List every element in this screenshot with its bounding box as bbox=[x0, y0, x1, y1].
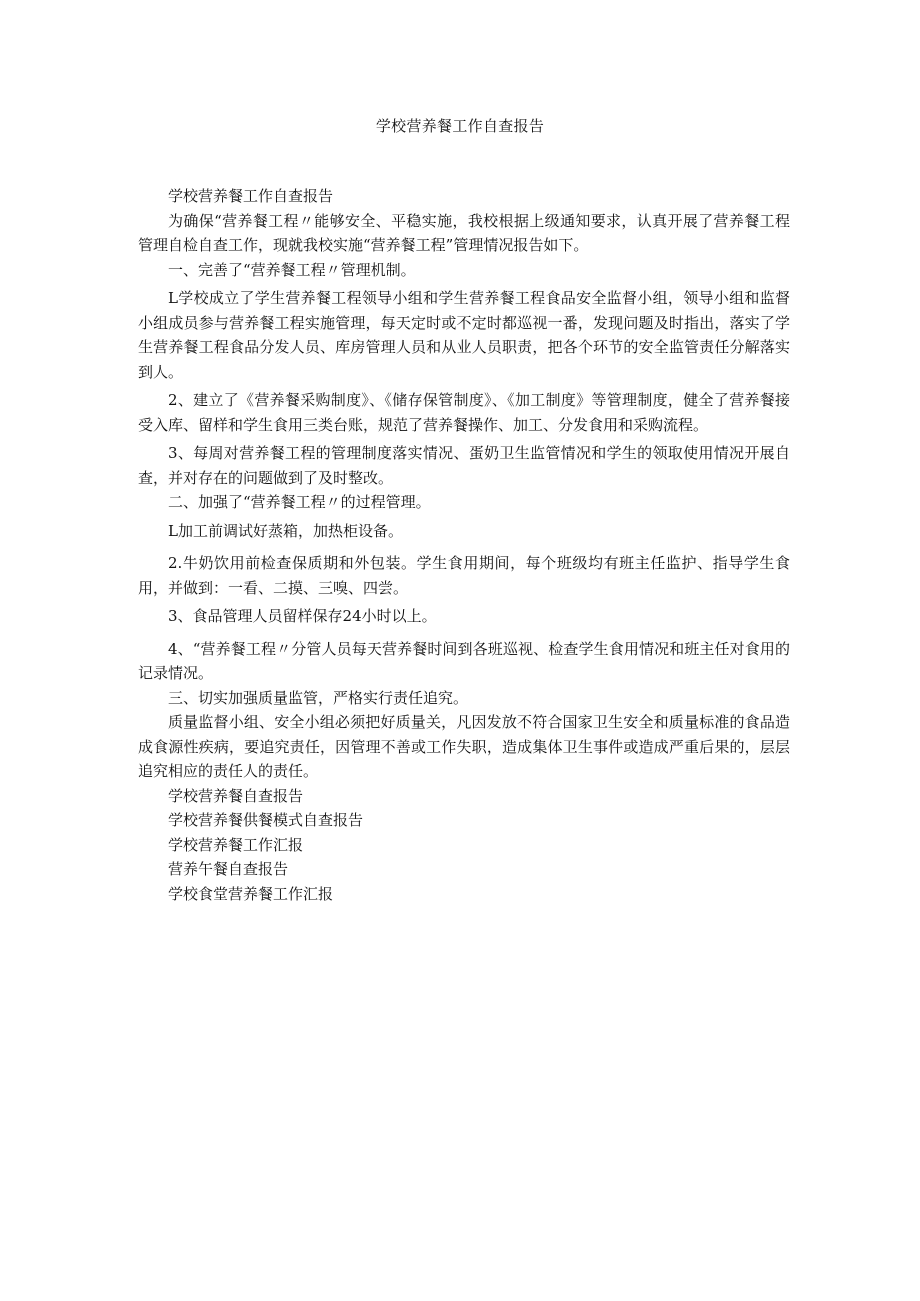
related-item[interactable]: 学校营养餐供餐模式自查报告 bbox=[168, 811, 364, 829]
section-2-item-2: 2.牛奶饮用前检查保质期和外包装。学生食用期间，每个班级均有班主任监护、指导学生食用，并做到：一看、二摸、三嗅、四尝。 bbox=[138, 554, 790, 597]
related-list bbox=[138, 784, 790, 907]
section-heading-2: 二、加强了“营养餐工程〃的过程管理。 bbox=[168, 493, 431, 511]
section-1-item-2: 2、建立了《营养餐采购制度》、《储存保管制度》、《加工制度》等管理制度，健全了营养餐接受入库、留样和学生食用三类台账，规范了营养餐操作、加工、分发食用和采购流程。 bbox=[138, 391, 790, 434]
body-heading: 学校营养餐工作自查报告 bbox=[168, 187, 334, 205]
related-item[interactable]: 营养午餐自查报告 bbox=[168, 860, 289, 878]
section-2-item-4: 4、“营养餐工程〃分管人员每天营养餐时间到各班巡视、检查学生食用情况和班主任对食用的记录情况。 bbox=[138, 639, 790, 682]
section-3-paragraph: 质量监督小组、安全小组必须把好质量关，凡因发放不符合国家卫生安全和质量标准的食品造成食源性疾病，要追究责任，因管理不善或工作失职，造成集体卫生事件或造成严重后果的，层层追究相应的责任人的责任。 bbox=[138, 713, 790, 780]
related-item[interactable]: 学校营养餐工作汇报 bbox=[168, 835, 304, 854]
document-body bbox=[138, 184, 790, 906]
section-1-item-1: L学校成立了学生营养餐工程领导小组和学生营养餐工程食品安全监督小组，领导小组和监督小组成员参与营养餐工程实施管理，每天定时或不定时都巡视一番，发现问题及时指出，落实了学生营养餐工程食品分发人员、库房管理人员和从业人员职责，把各个环节的安全监管责任分解落实到人。 bbox=[138, 289, 790, 381]
section-heading-3: 三、切实加强质量监管，严格实行责任追究。 bbox=[168, 688, 469, 707]
related-item[interactable]: 学校营养餐自查报告 bbox=[168, 786, 304, 805]
intro-paragraph: 为确保“营养餐工程〃能够安全、平稳实施，我校根据上级通知要求，认真开展了营养餐工程管理自检自查工作，现就我校实施“营养餐工程”管理情况报告如下。 bbox=[138, 211, 790, 254]
document-title: 学校营养餐工作自查报告 bbox=[375, 117, 545, 135]
section-2-item-3: 3、食品管理人员留样保存24小时以上。 bbox=[168, 607, 437, 625]
related-item[interactable]: 学校食堂营养餐工作汇报 bbox=[168, 884, 334, 903]
section-1-item-3: 3、每周对营养餐工程的管理制度落实情况、蛋奶卫生监管情况和学生的领取使用情况开展自查，并对存在的问题做到了及时整改。 bbox=[138, 444, 790, 487]
section-2-item-1: L加工前调试好蒸箱，加热柜设备。 bbox=[168, 521, 403, 540]
section-heading-1: 一、完善了“营养餐工程〃管理机制。 bbox=[168, 260, 416, 279]
